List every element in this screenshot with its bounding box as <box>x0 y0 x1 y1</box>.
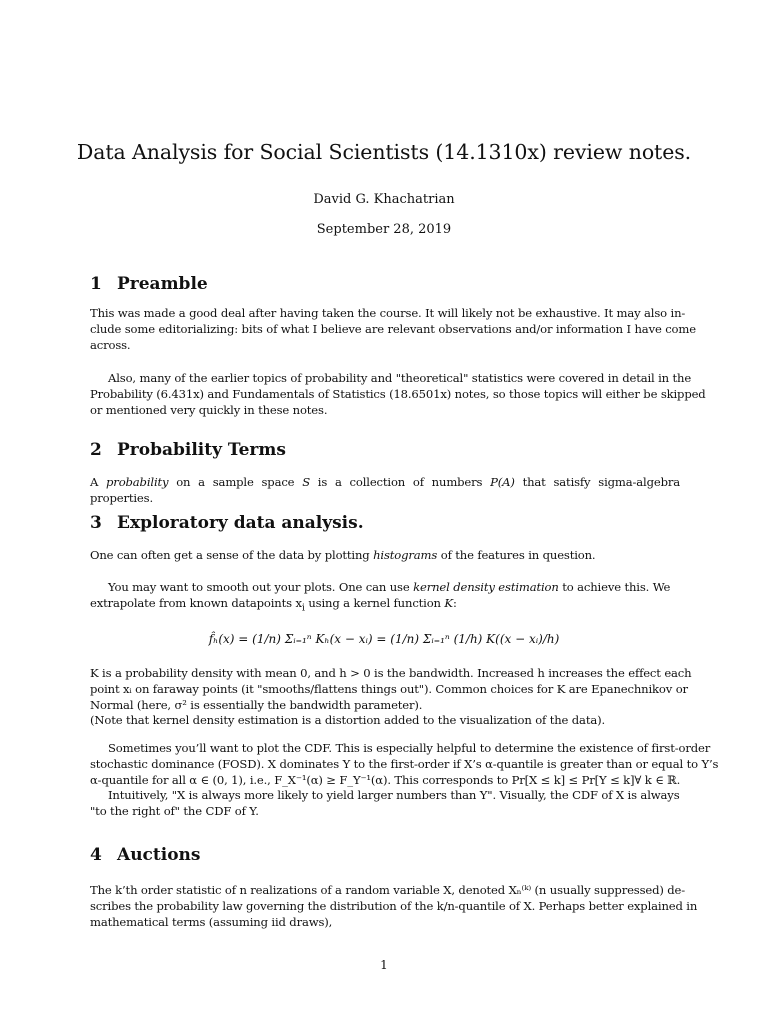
paragraph-kde <box>90 666 692 729</box>
document-date: September 28, 2019 <box>316 222 452 237</box>
text-run: A <box>90 475 107 489</box>
paragraph-eda-2 <box>90 580 680 616</box>
author-name: David G. Khachatrian <box>313 192 455 207</box>
text-run: on a sample space <box>168 475 303 489</box>
text-run: One can often get a sense of the data by plotting <box>90 548 374 562</box>
text-run: using a kernel function <box>304 595 445 610</box>
paragraph-auctions <box>90 883 698 930</box>
text-line: Normal (here, σ² is essentially the bandwidth parameter). <box>90 697 423 712</box>
document-title: Data Analysis for Social Scientists (14.1310x) review notes. <box>76 140 692 164</box>
term-probability: probability <box>106 475 169 489</box>
paragraph-preamble-1 <box>90 306 696 353</box>
kde-equation <box>0 622 768 662</box>
text-line <box>90 596 680 616</box>
term-kde: kernel density estimation <box>413 580 559 594</box>
text-line: stochastic dominance (FOSD). X dominates Y to the first-order if X’s α-quantile is greater than or equal to Y’s <box>90 756 719 771</box>
text-run: You may want to smooth out your plots. One can use <box>108 580 414 594</box>
section-title: Preamble <box>117 274 208 294</box>
text-line <box>90 580 680 596</box>
text-line: mathematical terms (assuming iid draws), <box>90 914 333 929</box>
text-line: This was made a good deal after having taken the course. It will likely not be exhaustive. It may also in- <box>90 306 686 320</box>
text-line: The k’th order statistic of n realizations of a random variable X, denoted Xₙ⁽ᵏ⁾ (n usually suppressed) de- <box>90 883 686 897</box>
math-expr: P(A) <box>490 475 515 489</box>
paragraph-preamble-2 <box>90 371 706 418</box>
text-run: extrapolate from known datapoints x <box>90 595 302 610</box>
text-run: of the features in question. <box>437 548 596 562</box>
math-var: K <box>444 595 453 610</box>
section-heading-auctions <box>90 845 200 865</box>
term-histograms: histograms <box>373 548 438 562</box>
section-title: Exploratory data analysis. <box>117 513 364 533</box>
text-line: Also, many of the earlier topics of probability and "theoretical" statistics were covered in detail in the <box>108 371 692 385</box>
section-heading-probability-terms <box>90 440 286 460</box>
text-run: that satisfy sigma-algebra properties. <box>90 475 681 505</box>
text-line: or mentioned very quickly in these notes. <box>90 402 328 417</box>
page-number: 1 <box>380 958 388 972</box>
text-line: across. <box>90 337 131 352</box>
section-title: Auctions <box>117 845 201 865</box>
section-heading-eda <box>90 513 364 533</box>
paragraph-probability <box>90 475 680 507</box>
text-line: point xᵢ on faraway points (it "smooths/flattens things out"). Common choices for K are Epanechnikov or <box>90 681 688 696</box>
section-title: Probability Terms <box>117 440 286 460</box>
section-heading-preamble <box>90 274 208 294</box>
math-var: S <box>302 475 310 489</box>
paragraph-eda-1 <box>90 548 680 564</box>
section-number: 4 <box>90 845 102 865</box>
section-number: 1 <box>90 274 102 294</box>
text-line: K is a probability density with mean 0, and h > 0 is the bandwidth. Increased h increases the effect each <box>90 666 692 680</box>
text-line: Sometimes you’ll want to plot the CDF. This is especially helpful to determine the existence of first-order <box>108 741 711 755</box>
text-line: (Note that kernel density estimation is a distortion added to the visualization of the data). <box>90 713 606 728</box>
text-line: Probability (6.431x) and Fundamentals of Statistics (18.6501x) notes, so those topics will either be skipped <box>90 386 706 401</box>
section-number: 3 <box>90 513 102 533</box>
text-line: clude some editorializing: bits of what I believe are relevant observations and/or information I have come <box>90 321 696 336</box>
section-number: 2 <box>90 440 102 460</box>
paragraph-cdf <box>90 741 719 820</box>
subscript: i <box>301 602 305 614</box>
text-line: Intuitively, "X is always more likely to yield larger numbers than Y". Visually, the CDF of X is always <box>108 788 680 803</box>
text-line: α-quantile for all α ∈ (0, 1), i.e., F_X⁻¹(α) ≥ F_Y⁻¹(α). This corresponds to Pr[X ≤ k] ≤ Pr[Y ≤ k]∀ k ∈ ℝ. <box>90 772 681 787</box>
text-line: scribes the probability law governing the distribution of the k/n-quantile of X. Perhaps better explained in <box>90 898 698 913</box>
equation-text: f̂ₕ(x) = (1/n) Σᵢ₌₁ⁿ Kₕ(x − xᵢ) = (1/n) Σᵢ₌₁ⁿ (1/h) K((x − xᵢ)/h) <box>208 632 560 646</box>
text-run: to achieve this. We <box>558 580 671 594</box>
text-run: is a collection of numbers <box>310 475 491 489</box>
text-run: : <box>452 595 457 610</box>
text-line: "to the right of" the CDF of Y. <box>90 804 259 819</box>
